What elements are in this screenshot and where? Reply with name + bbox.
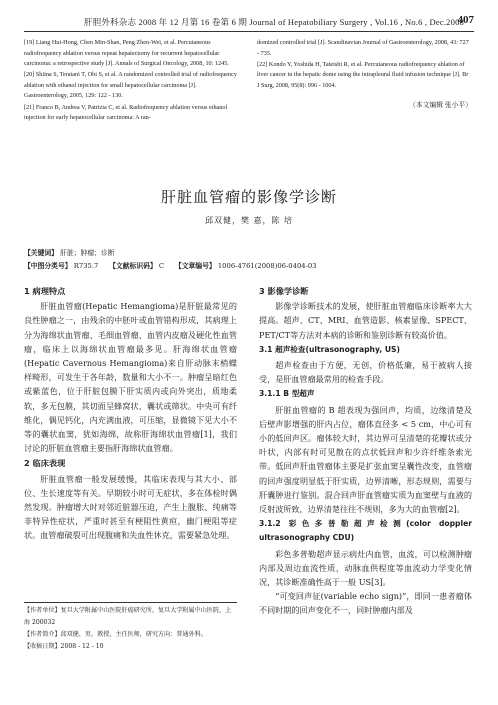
footnote bbox=[24, 602, 237, 653]
reference-19: [19] Liang Hui-Hong, Chen Min-Shan, Peng Zhen-Wei, et al. Percutaneous radiofrequency ablation versus repeat hepatectomy for recurrent hepatocellular carcinoma: a retrospective study [J]. Annals of Surgical Oncology, 2008, 10: 1245. bbox=[24, 39, 229, 68]
section-1-heading: 1 病理特点 bbox=[24, 286, 66, 296]
keywords-line bbox=[24, 247, 474, 260]
section-3-paragraph: 影像学诊断技术的发展，使肝脏血管瘤临床诊断率大大提高。超声、CT、MRI、血管造影、核素显像、SPECT、PET/CT等方法对本病的诊断和鉴别诊断有较高价值。 bbox=[259, 301, 472, 340]
header-rule bbox=[24, 31, 474, 32]
subsection-3-1-heading: 3.1 超声检查(ultrasonography, US) bbox=[259, 344, 400, 354]
author-unit: 【作者单位】复旦大学附属中山医院肝癌研究所，复旦大学附属中山医院，上海 200032 bbox=[24, 607, 232, 626]
subsection-3-1-2-heading: 3.1.2 彩色多普勒超声检测(color doppler ultrasonography CDU) bbox=[259, 519, 472, 543]
subsection-3-1-2-paragraph-2: “可变回声征(variable echo sign)”，即同一患者瘤体不同时期的回声变化不一，同时肿瘤内部及 bbox=[259, 591, 472, 616]
author-bio: 【作者简介】邱双健，男，教授，主任医师，研究方向：普通外科。 bbox=[24, 631, 207, 638]
keywords-label: 【关键词】 bbox=[24, 249, 58, 257]
clc-value: R735.7 bbox=[73, 262, 99, 270]
keywords-text: 肝脏；肿瘤；诊断 bbox=[60, 249, 115, 257]
references-right bbox=[257, 38, 472, 112]
article-authors: 邱双健，樊 嘉，陈 培 bbox=[204, 216, 294, 225]
article-title: 肝脏血管瘤的影像学诊断 bbox=[160, 188, 337, 206]
section-3-heading: 3 影像学诊断 bbox=[259, 286, 309, 296]
received-date: 【收稿日期】2008 - 12 - 10 bbox=[24, 643, 104, 650]
subsection-3-1-1-heading: 3.1.1 B 型超声 bbox=[259, 389, 315, 399]
doc-code-value: C bbox=[158, 262, 165, 270]
reference-21: [21] Franco B, Andrea V, Patrizia C, et al. Radiofrequency ablation versus ethanol injection for early hepatocellular carcinoma: A ran- bbox=[24, 103, 228, 122]
subsection-3-1-paragraph: 超声检查由于方便，无创，价格低廉，易于被病人接受，是肝血管瘤最常用的检查手段。 bbox=[259, 360, 472, 385]
subsection-3-1-2-paragraph: 彩色多普勒超声显示病灶内血管，血流，可以检测肿瘤内部及周边血流性质，动脉血供程度等血流动力学变化情况，其诊断准确性高于一般 US[3]。 bbox=[259, 548, 472, 588]
running-header bbox=[24, 14, 474, 30]
journal-citation: 肝胆外科杂志 2008 年 12 月第 16 卷第 6 期 Journal of Hepatobiliary Surgery , Vol.16 , No.6 , Dec.2008 bbox=[84, 17, 464, 27]
article-no-value: 1006-4761(2008)06-0404-03 bbox=[217, 262, 317, 270]
classification-line bbox=[24, 260, 474, 273]
page-number: 407 bbox=[457, 14, 474, 26]
editor-note: （本文编辑 张小平） bbox=[409, 102, 472, 110]
reference-22: [22] Kondo Y, Yoshida H, Tateishi R, et al. Percutaneous radiofrequency ablation of liver cancer in the hepatic dome using the intrapleural fluid infusion technique [J]. Br J Surg, 2008, 95(8): 996 - 1004. bbox=[257, 60, 469, 89]
doc-code-label: 【文献标识码】 bbox=[109, 262, 157, 270]
clc-label: 【中图分类号】 bbox=[24, 262, 72, 270]
references-left bbox=[24, 38, 239, 124]
reference-21-cont: domized controlled trial [J]. Scandinavian Journal of Gastroenterology, 2008, 43: 727 - 735. bbox=[257, 39, 469, 57]
section-1-paragraph: 肝脏血管瘤(Hepatic Hemangioma)是肝脏最常见的良性肿瘤之一，由残余的中胚叶或血管错构形成，其病理上分为海绵状血管瘤、毛细血管瘤、血管内皮瘤及硬化性血管瘤，临床上以海绵状血管瘤最多见。肝海绵状血管瘤(Hepatic Cavernous Hemangioma)来自肝动脉末梢蝶样畸形，可发生于各年龄，数量和大小不一。肿瘤呈暗红色或紫蓝色，位于肝脏包膜下肝实质内或向外突出，质地柔软，多无包膜，其切面呈蜂窝状、囊状或筛状。中央可有纤维化，偶见钙化，内充满血液，可压缩，显微镜下见大小不等的囊状血窦，犹如海绵，故称肝海绵状血管瘤[1]，我们讨论的肝脏血管瘤主要指肝海绵状血管瘤。 bbox=[24, 301, 237, 454]
left-column bbox=[24, 283, 237, 543]
reference-20: [20] Shiina S, Teratani T, Obi S, et al. A randomized controlled trial of radiofrequency ablation with ethanol injection for small hepatocellular carcinoma [J]. Gastroenterology, 2005, 129: 122 - 130. bbox=[24, 71, 237, 100]
keywords-block bbox=[24, 247, 474, 273]
right-column bbox=[259, 283, 472, 618]
article-no-label: 【文章编号】 bbox=[174, 262, 216, 270]
subsection-3-1-1-paragraph: 肝脏血管瘤的 B 超表现为强回声，均质，边缘清楚及后壁声影增强的肝内占位，瘤体直径多 < 5 cm，中心可有小的低回声区。瘤体较大时，其边界可呈清楚的花瓣状或分叶状，内部有时可见散在的点状低回声和少许纤维条索光带。低回声肝血管瘤体主要是扩张血窦呈囊性改变，血管瘤的回声强度明显低于肝实质，边界清晰，形态规则，需要与肝囊肿进行鉴别。混合回声肝血管瘤实质为血窦壁与血液的反射波所致，边界清楚往往不规则，多为大的血管瘤[2]。 bbox=[259, 404, 472, 515]
section-2-heading: 2 临床表现 bbox=[24, 458, 66, 469]
section-2-paragraph: 肝脏血管瘤一般发展缓慢，其临床表现与其大小、部位、生长速度等有关。早期较小时可无症状，多在体检时偶然发现。肿瘤增大时对邻近脏器压迫，产生上腹胀、纯痛等非特异性症状，严重时甚至有梗阻性黄疸，幽门梗阻等症状。血管瘤破裂可出现腹痛和失血性休克，需要紧急处理。 bbox=[24, 473, 237, 541]
